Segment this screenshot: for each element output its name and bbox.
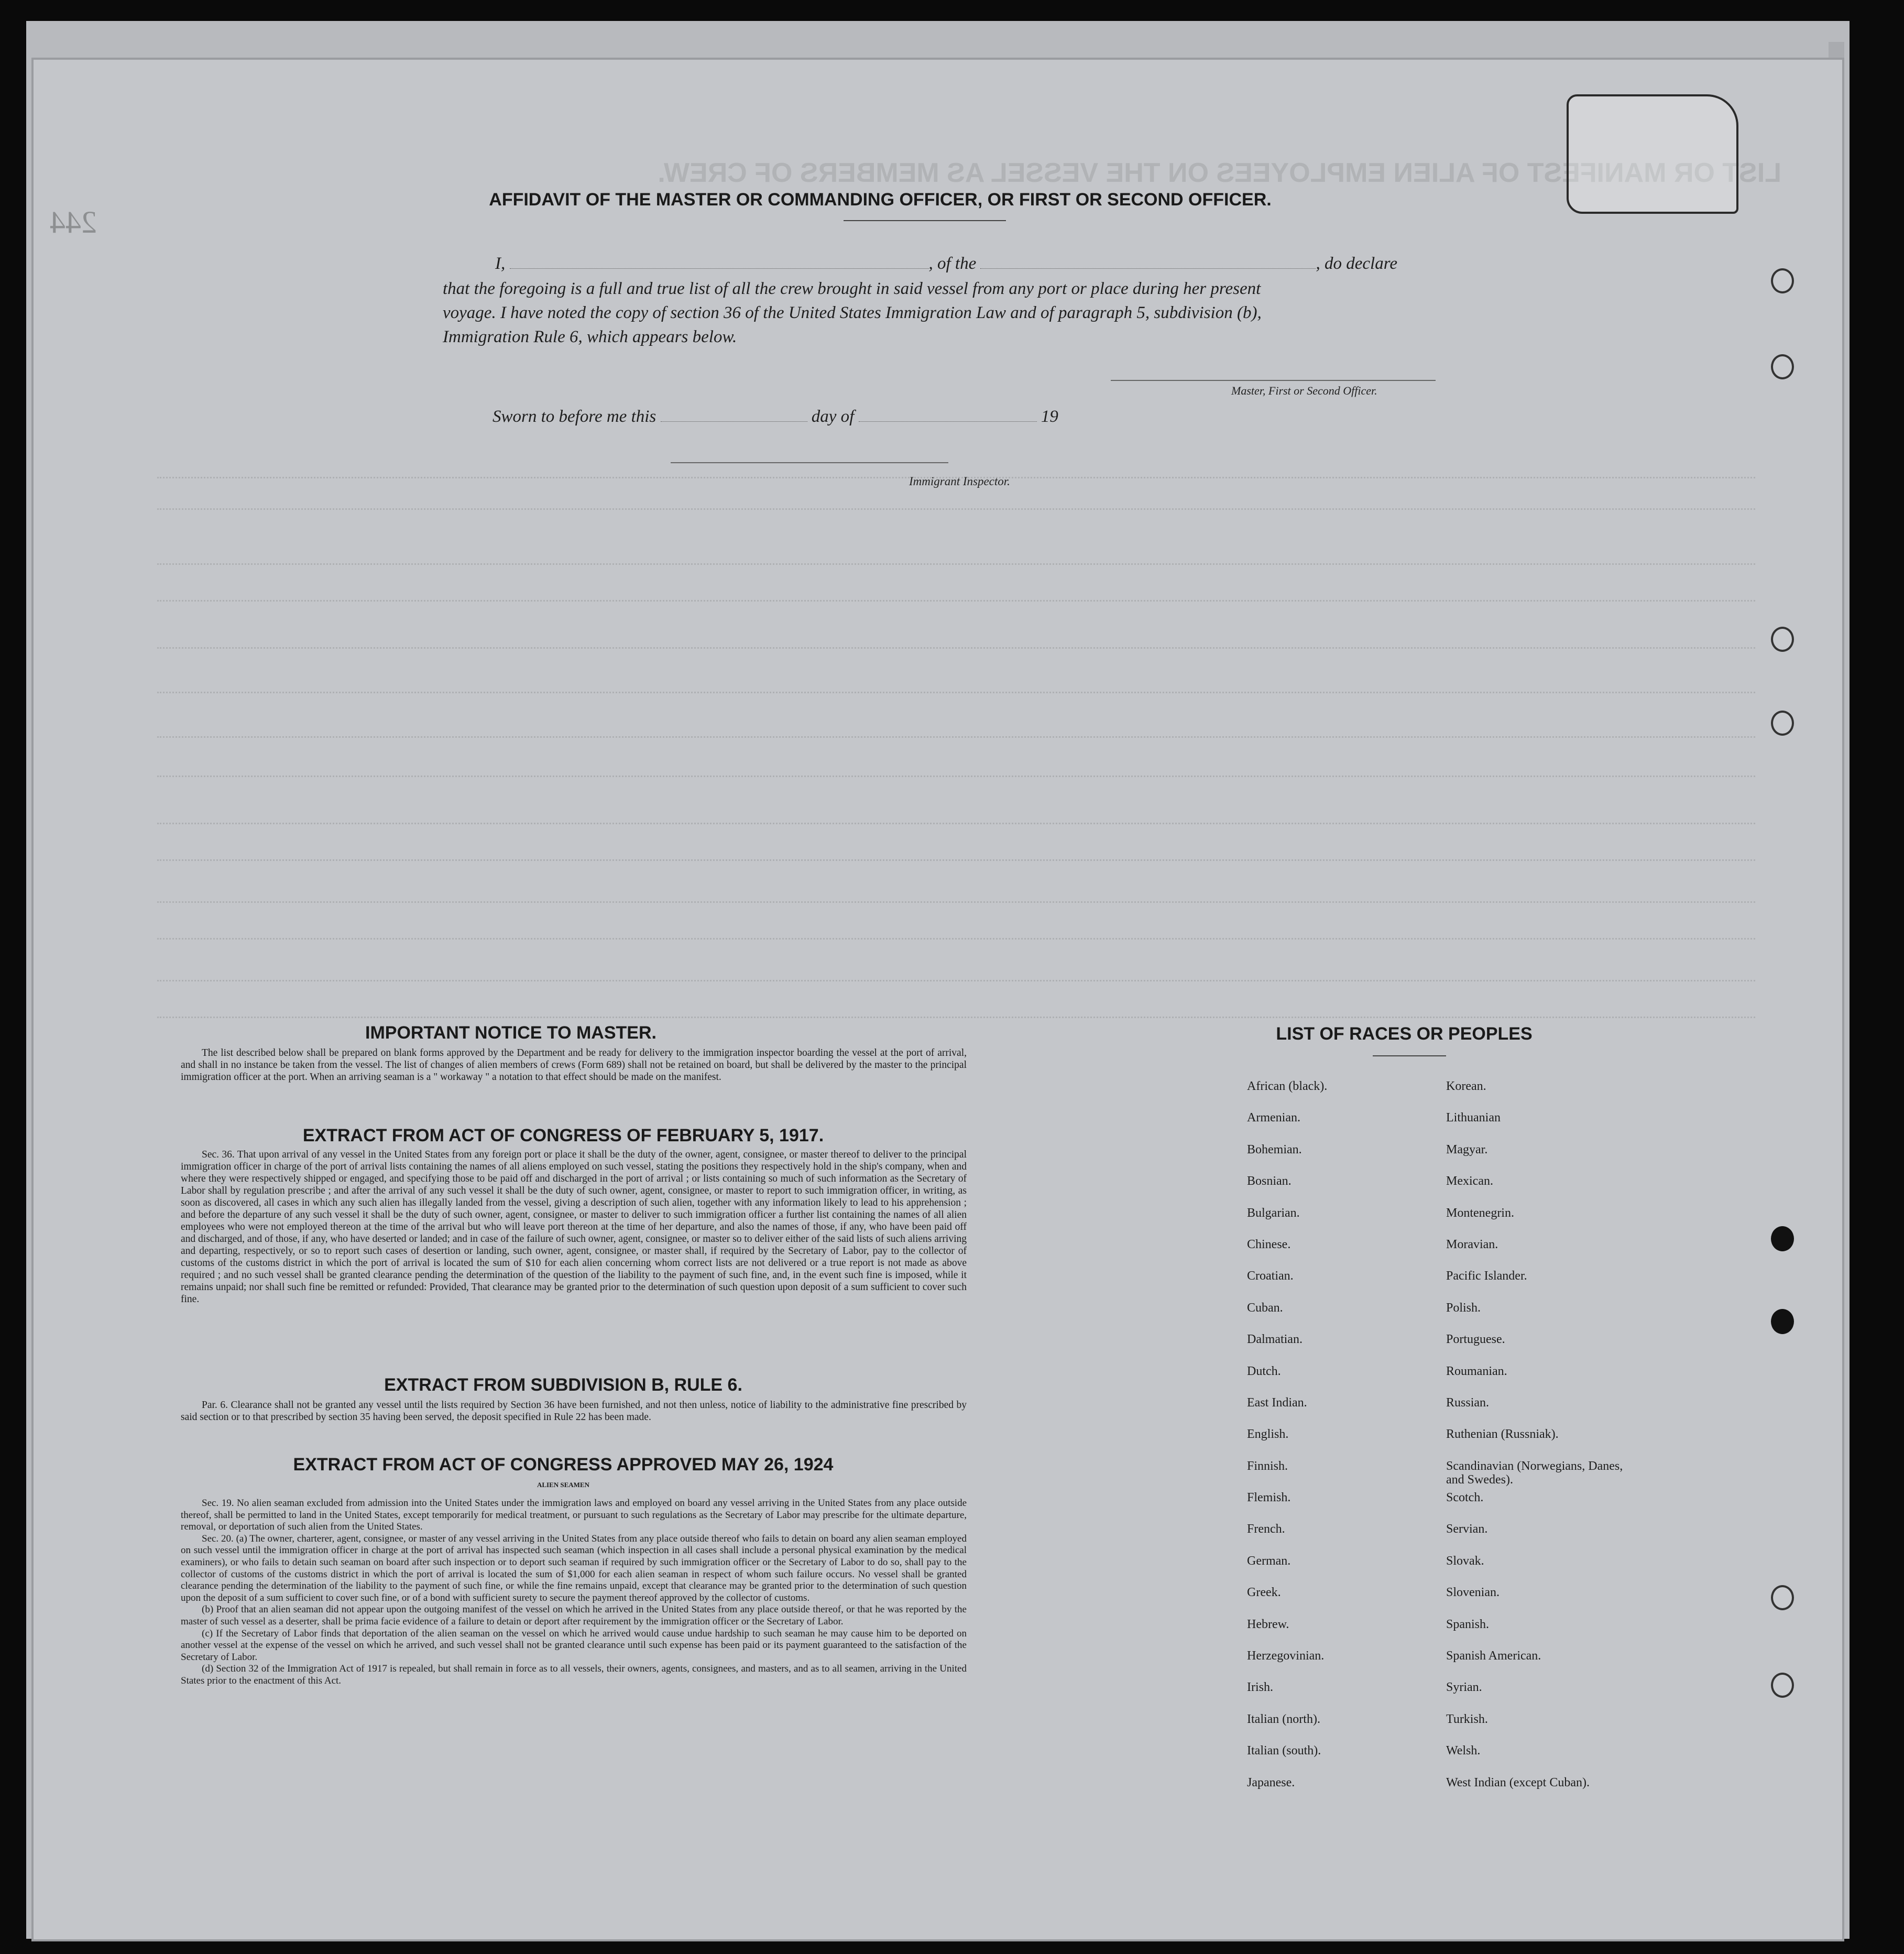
punch-hole [1771,1585,1794,1610]
sworn-day-blank[interactable] [661,408,807,422]
race-item: Montenegrin. [1446,1206,1514,1220]
race-item: Lithuanian [1446,1111,1501,1125]
extract-rule6-body [181,1399,967,1423]
races-left-column [1247,1079,1446,1807]
sworn-month-blank[interactable] [859,408,1037,422]
par-6-paragraph: Par. 6. Clearance shall not be granted any vessel until the lists required by Section 36 have been furnished, and not then unless, notice of liability to the administrative fine prescribed by said section or to that prescribed by section 35 having been served, the deposit specified in Rule 22 has been made. [181,1400,967,1423]
alien-seamen-subtitle: ALIEN SEAMEN [537,1481,590,1489]
bleed-row [157,938,1755,941]
race-item: Irish. [1247,1680,1273,1695]
race-item: Scandinavian (Norwegians, Danes, and Swedes). [1446,1459,1623,1487]
race-item: Moravian. [1446,1237,1498,1251]
race-item: Russian. [1446,1395,1490,1410]
race-item: Italian (south). [1247,1744,1321,1758]
race-item: German. [1247,1554,1291,1568]
bleed-row [157,776,1755,779]
name-blank[interactable] [510,255,929,269]
sec-20d-paragraph: (d) Section 32 of the Immigration Act of 1917 is repealed, but shall remain in force as to all vessels, their owners, agents, consignees, and masters, and as to all seamen, arriving in the United States prior to the enactment of this Act. [181,1663,967,1686]
notice-body [181,1047,967,1083]
title-divider [844,220,1006,221]
race-item: Scotch. [1446,1491,1484,1505]
signature-line[interactable] [1111,380,1436,381]
race-item: Dalmatian. [1247,1333,1303,1347]
year-prefix: 19 [1041,407,1058,426]
race-item: Herzegovinian. [1247,1649,1325,1663]
punch-hole [1771,268,1794,293]
bleed-row [157,692,1755,695]
race-item: Ruthenian (Russniak). [1446,1427,1559,1442]
bleed-row [157,736,1755,739]
race-item: East Indian. [1247,1395,1307,1410]
sworn-line [493,405,1121,429]
bleed-row [157,647,1755,650]
affidavit-declare: , do declare [1316,254,1397,273]
bleed-row [157,901,1755,904]
signature-label: Master, First or Second Officer. [1231,384,1377,397]
inspector-label: Immigrant Inspector. [909,475,1010,488]
bleed-row [157,823,1755,826]
sec-19-paragraph: Sec. 19. No alien seaman excluded from admission into the United States under the immigration laws and employed on board any vessel arriving in the United States from any place outside thereof, shall be permitted to land in the United States, except temporarily for medical treatment, or pursuant to such regulations as the Secretary of Labor may prescribe for the ultimate departure, removal, or deportation of such alien from the United States. [181,1498,967,1533]
inspector-signature-line[interactable] [671,462,948,463]
race-item: Bohemian. [1247,1142,1302,1156]
extract-1917-body [181,1149,967,1305]
bleed-row [157,600,1755,603]
notice-paragraph: The list described below shall be prepared on blank forms approved by the Department and be ready for delivery to the immigration inspector boarding the vessel at the port of arrival, and shall in no instance be taken from the vessel. The list of changes of alien members of crews (Form 689) shall not be retained on board, but shall be delivered by the master to the principal immigration officer at the port. When an arriving seaman is a " workaway " a notation to that effect should be made on the manifest. [181,1047,967,1083]
race-item: Bulgarian. [1247,1206,1300,1220]
affidavit-line-4: Immigration Rule 6, which appears below. [443,328,737,346]
races-right-column [1446,1079,1635,1807]
race-item: Japanese. [1247,1775,1295,1789]
race-item: Flemish. [1247,1491,1291,1505]
race-item: Syrian. [1446,1680,1482,1695]
punch-hole [1771,1309,1794,1334]
affidavit-line-3: voyage. I have noted the copy of section 36 of the United States Immigration Law and of paragraph 5, subdivision (b), [443,303,1262,322]
race-item: West Indian (except Cuban). [1446,1775,1590,1789]
bleed-row [157,980,1755,983]
extract-1917-title: EXTRACT FROM ACT OF CONGRESS OF FEBRUARY 5, 1917. [302,1126,824,1145]
punch-hole [1771,711,1794,736]
sec-20b-paragraph: (b) Proof that an alien seaman did not appear upon the outgoing manifest of the vessel on which he arrived in the United States from any place outside thereof, or that he was reported by the master of such vessel as a deserter, shall be prima facie evidence of a failure to detain or deport after requirement by the immigration officer or the Secretary of Labor. [181,1604,967,1627]
race-item: Cuban. [1247,1301,1283,1315]
race-item: Magyar. [1446,1142,1488,1156]
bleed-through-title: LIST OR MANIFEST OF ALIEN EMPLOYEES ON THE VESSEL AS MEMBERS OF CREW. [658,158,1781,188]
sworn-text: Sworn to before me this [493,407,656,426]
race-item: Finnish. [1247,1459,1288,1473]
race-item: Pacific Islander. [1446,1269,1527,1283]
race-item: African (black). [1247,1079,1328,1093]
affidavit-line-1 [495,252,1464,276]
race-item: Portuguese. [1446,1333,1505,1347]
race-item: Spanish American. [1446,1649,1541,1663]
bleed-row [157,859,1755,863]
punch-hole [1771,1226,1794,1251]
race-item: French. [1247,1522,1285,1536]
vessel-blank[interactable] [980,255,1316,269]
extract-rule6-title: EXTRACT FROM SUBDIVISION B, RULE 6. [384,1375,742,1395]
bleed-row [157,508,1755,511]
punch-hole [1771,627,1794,652]
races-divider [1373,1055,1446,1056]
race-item: Spanish. [1446,1617,1490,1631]
race-item: Italian (north). [1247,1712,1320,1726]
affidavit-line-2: that the foregoing is a full and true list of all the crew brought in said vessel from any port or place during her present [443,279,1261,298]
sec-36-paragraph: Sec. 36. That upon arrival of any vessel in the United States from any foreign port or place it shall be the duty of the owner, agent, consignee, or master thereof to deliver to the principal immigration officer in charge of the port of arrival lists containing the names of all aliens employed on such vessel, stating the positions they respectively hold in the ship's company, when and where they were respectively shipped or engaged, and specifying those to be paid off and discharged in the port of arrival ; or lists containing so much of such information as the Secretary of Labor shall by regulation prescribe ; and after the arrival of any such vessel it shall be the duty of such owner, agent, consignee, or master to report to such immigration officer, in writing, as soon as discovered, all cases in which any such alien has illegally landed from the vessel, giving a description of such alien, together with any information likely to lead to his apprehension ; and before the departure of any such vessel it shall be the duty of such owner, agent, consignee, or master to deliver to such immigration officer a further list containing the names of all alien employees who were not employed thereon at the time of the arrival but who will leave port thereon at the time of her departure, and also the names of those, if any, who have been paid off and discharged, and of those, if any, who have deserted or landed; and in case of the failure of such owner, agent, consignee, or master so to deliver either of the said lists of such aliens arriving and departing, respectively, or so to report such cases of desertion or landing, such owner, agent, consignee, or master shall, if required by the Secretary of Labor, pay to the collector of customs of the customs district in which the port of arrival is located the sum of $10 for each alien concerning whom correct lists are not delivered or a true report is not made as above required ; and no such vessel shall be granted clearance pending the determination of the question of the liability to the payment of such fine, and, in the event such fine is imposed, while it remains unpaid; nor shall such fine be remitted or refunded: Provided, That clearance may be granted prior to the determination of such question upon deposit of a sum sufficient to cover such fine. [181,1149,967,1305]
race-item: Servian. [1446,1522,1488,1536]
race-item: Welsh. [1446,1744,1481,1758]
sec-20a-paragraph: Sec. 20. (a) The owner, charterer, agent, consignee, or master of any vessel arriving in the United States from any place outside thereof who fails to detain on board any alien seaman employed on such vessel until the immigration officer in charge at the port of arrival has inspected such seaman (which inspection in all cases shall include a personal physical examination by the medical examiners), or who fails to detain such seaman on board after such inspection or to deport such seaman if required by such immigration officer or the Secretary of Labor to do so, shall pay to the collector of customs of the customs district in which the port of arrival is located the sum of $1,000 for each alien seaman in respect of whom such failure occurs. No vessel shall be granted clearance pending the determination of the liability to the payment of such fine, or while the fine remains unpaid, except that clearance may be granted prior to the determination of such question upon the deposit of a sum sufficient to cover such fine, or of a bond with sufficient surety to secure the payment thereof approved by the collector of customs. [181,1533,967,1603]
race-item: Mexican. [1446,1174,1493,1188]
race-item: Slovak. [1446,1554,1484,1568]
extract-1924-title: EXTRACT FROM ACT OF CONGRESS APPROVED MAY 26, 1924 [293,1455,834,1475]
races-title: LIST OF RACES OR PEOPLES [1276,1024,1533,1044]
margin-page-number: 244 [50,205,97,239]
race-item: Hebrew. [1247,1617,1289,1631]
race-item: Dutch. [1247,1364,1281,1378]
punch-hole [1771,354,1794,379]
affidavit-title: AFFIDAVIT OF THE MASTER OR COMMANDING OFFICER, OR FIRST OR SECOND OFFICER. [489,190,1272,210]
race-item: Greek. [1247,1586,1281,1600]
sec-20c-paragraph: (c) If the Secretary of Labor finds that deportation of the alien seaman on the vessel on which he arrived would cause undue hardship to such seaman he may cause him to be deported on another vessel at the expense of the vessel on which he arrived, and such vessel shall not be granted clearance until such expense has been paid or its payment guaranteed to the satisfaction of the Secretary of Labor. [181,1628,967,1663]
extract-1924-body [181,1498,967,1687]
race-item: Bosnian. [1247,1174,1292,1188]
race-item: Croatian. [1247,1269,1294,1283]
bleed-row [157,563,1755,566]
notice-title: IMPORTANT NOTICE TO MASTER. [365,1023,656,1043]
affidavit-of-the: , of the [928,254,977,273]
race-item: Turkish. [1446,1712,1488,1726]
affidavit-i: I, [495,254,506,273]
race-item: Polish. [1446,1301,1481,1315]
race-item: Chinese. [1247,1237,1291,1251]
race-item: Roumanian. [1446,1364,1507,1378]
day-of-text: day of [811,407,855,426]
race-item: Korean. [1446,1079,1486,1093]
ink-stamp-mark [1567,94,1738,214]
bleed-row [157,1017,1755,1020]
race-item: Slovenian. [1446,1586,1500,1600]
punch-hole [1771,1673,1794,1698]
race-item: English. [1247,1427,1289,1442]
race-item: Armenian. [1247,1111,1300,1125]
